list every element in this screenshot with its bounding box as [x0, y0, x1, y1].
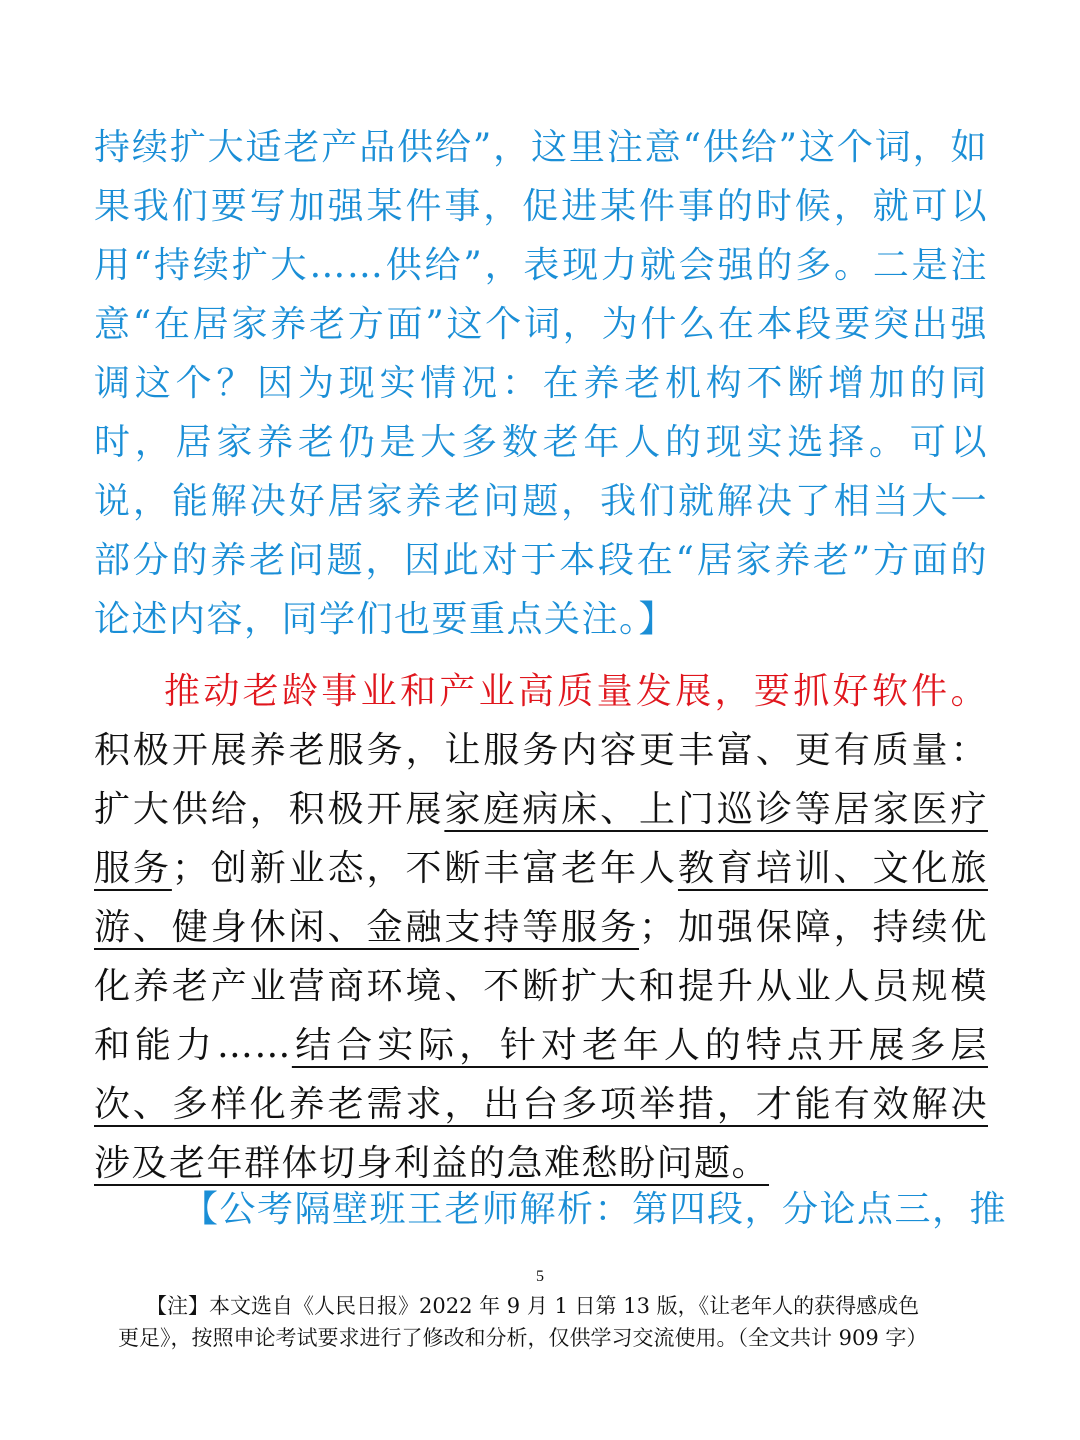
- analysis-commentary: 持续扩大适老产品供给”，这里注意“供给”这个词，如果我们要写加强某件事，促进某件事的时候，就可以用“持续扩大……供给”，表现力就会强的多。二是注意“在居家养老方面”这个词，为什么在本段要突出强调这个？因为现实情况：在养老机构不断增加的同时，居家养老仍是大多数老年人的现实选择。可以说，能解决好居家养老问题，我们就解决了相当大一部分的养老问题，因此对于本段在“居家养老”方面的论述内容，同学们也要重点关注。】: [94, 127, 988, 640]
- footnote-line-2: 更足》，按照申论考试要求进行了修改和分析，仅供学习交流使用。（全文共计 909 字）: [118, 1326, 928, 1350]
- paragraph-heading: 推动老龄事业和产业高质量发展，要抓好软件。: [164, 671, 988, 712]
- footnote: [118, 1290, 998, 1354]
- next-analysis-start: 【公考隔壁班王老师解析：第四段，分论点三，推: [182, 1189, 1008, 1230]
- footnote-line-1: 【注】本文选自《人民日报》2022 年 9 月 1 日第 13 版，《让老年人的获得感成色: [146, 1294, 920, 1318]
- underlined-text-1: 家庭病床、上门巡诊等居家医疗服务: [94, 789, 988, 889]
- underlined-text-2: 教育培训、文化旅游、健身休闲、金融支持等服务: [94, 848, 988, 948]
- paragraph-text-3: ；加强保障，持续优化养老产业营商环境、不断扩大和提升从业人员规模和能力……: [94, 907, 988, 1066]
- paragraph-text-1: 积极开展养老服务，让服务内容更丰富、更有质量：扩大供给，积极开展: [94, 730, 988, 830]
- paragraph-text-2: ；创新业态，不断丰富老年人: [171, 848, 678, 889]
- underlined-text-3: 结合实际，针对老年人的特点开展多层次、多样化养老需求，出台多项举措，才能有效解决涉及老年群体切身利益的急难愁盼问题。: [94, 1025, 988, 1184]
- page-number: 5: [536, 1268, 544, 1285]
- body-paragraph: [94, 662, 988, 1193]
